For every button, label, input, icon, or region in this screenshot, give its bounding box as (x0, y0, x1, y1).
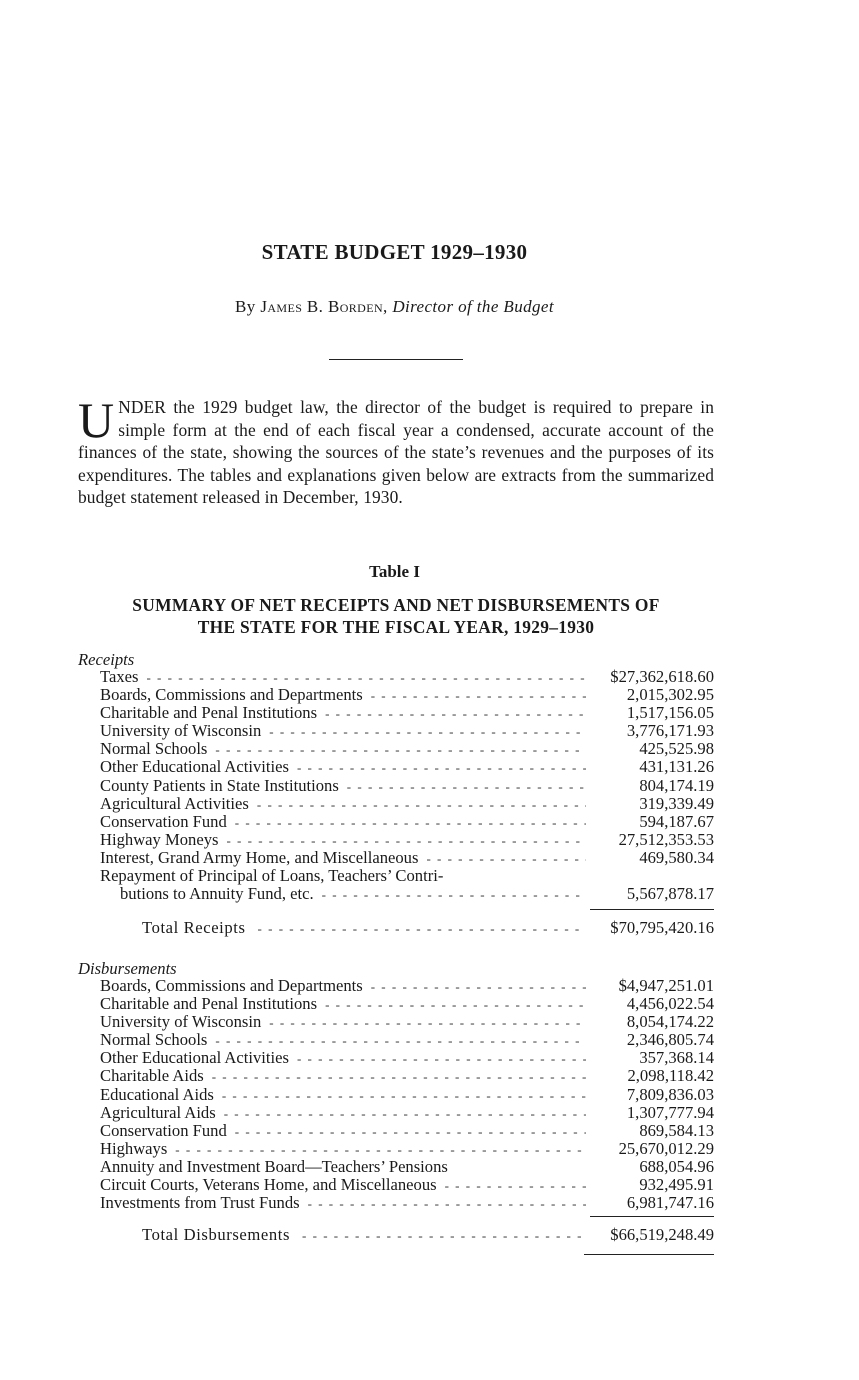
total-underline (584, 1254, 714, 1255)
dot-leader (297, 759, 586, 777)
disbursements-section (78, 960, 714, 1255)
row-amount: 8,054,174.22 (626, 1012, 714, 1032)
row-amount: 804,174.19 (639, 775, 714, 795)
row-amount: 3,776,171.93 (626, 721, 714, 741)
table-caption: Table I (369, 562, 420, 581)
byline (0, 297, 789, 317)
dot-leader (325, 996, 586, 1014)
row-amount: 2,098,118.42 (627, 1066, 714, 1086)
receipts-section (78, 651, 714, 947)
table-heading-line-1: SUMMARY OF NET RECEIPTS AND NET DISBURSEMENTS OF (132, 595, 660, 615)
row-amount: 869,584.13 (639, 1120, 714, 1140)
row-label: Investments from Trust Funds (100, 1193, 300, 1213)
row-amount: 2,015,302.95 (626, 685, 714, 705)
table-row (78, 795, 714, 813)
dot-leader (222, 1087, 586, 1105)
table-row (78, 1122, 714, 1140)
row-amount: 25,670,012.29 (618, 1138, 714, 1158)
total-label: Total Receipts (142, 918, 246, 938)
table-row (78, 1067, 714, 1085)
intro-text: NDER the 1929 budget law, the director of the budget is required to prepare in simple form at the end of each fiscal year a condensed, accurate account of the finances of the state, showing the sources of the state’s revenues and the purposes of its expenditures. The tables and explanations given below are extracts from the summarized budget statement released in December, 1930. (78, 397, 714, 508)
table-row (78, 849, 714, 867)
row-amount: 5,567,878.17 (626, 884, 714, 904)
total-amount: $70,795,420.16 (590, 909, 714, 944)
row-amount: 6,981,747.16 (626, 1193, 714, 1213)
byline-separator: , (383, 297, 393, 316)
row-label: Charitable Aids (100, 1066, 204, 1086)
dot-leader (371, 978, 586, 996)
dot-leader (308, 1195, 586, 1213)
dot-leader (235, 814, 586, 832)
row-amount: 688,054.96 (639, 1156, 714, 1176)
table-row (78, 1158, 714, 1176)
table-row (78, 1086, 714, 1104)
row-label: University of Wisconsin (100, 1012, 262, 1032)
row-label: Agricultural Aids (100, 1102, 216, 1122)
author-role: Director of the Budget (392, 297, 554, 316)
total-disbursements-row (78, 1216, 714, 1254)
row-label: butions to Annuity Fund, etc. (120, 884, 314, 904)
table-row (78, 1104, 714, 1122)
dot-leader (371, 687, 586, 705)
table-row (78, 758, 714, 776)
dot-leader (235, 1123, 586, 1141)
total-label: Total Disbursements (142, 1225, 291, 1245)
row-label: Charitable and Penal Institutions (100, 994, 318, 1014)
row-amount: 469,580.34 (639, 847, 714, 867)
table-row (78, 813, 714, 831)
table-row (78, 668, 714, 686)
row-label: Other Educational Activities (100, 757, 289, 777)
dot-leader (297, 1050, 586, 1068)
row-amount: 4,456,022.54 (626, 994, 714, 1014)
row-label: Taxes (100, 667, 139, 686)
dot-leader (257, 796, 586, 814)
row-label: Annuity and Investment Board—Teachers’ Pensions (100, 1156, 448, 1176)
intro-paragraph (78, 392, 714, 509)
row-amount: 932,495.91 (639, 1175, 714, 1195)
dot-leader (258, 910, 586, 948)
row-label: Agricultural Activities (100, 793, 249, 813)
table-row (78, 704, 714, 722)
row-amount: 431,131.26 (639, 757, 714, 777)
row-amount: $4,947,251.01 (618, 976, 714, 995)
row-label: Normal Schools (100, 739, 208, 759)
table-row (78, 995, 714, 1013)
table-heading-line-2: THE STATE FOR THE FISCAL YEAR, 1929–1930 (197, 617, 595, 637)
row-amount: 2,346,805.74 (626, 1030, 714, 1050)
row-label: Other Educational Activities (100, 1048, 289, 1068)
row-label: Boards, Commissions and Departments (100, 976, 363, 995)
table-row (78, 686, 714, 704)
row-amount: $27,362,618.60 (610, 667, 714, 686)
row-label: Boards, Commissions and Departments (100, 685, 363, 705)
dot-leader (269, 723, 586, 741)
row-label: University of Wisconsin (100, 721, 262, 741)
dot-leader (302, 1217, 586, 1255)
row-label: Highway Moneys (100, 829, 219, 849)
dot-leader (212, 1068, 586, 1086)
table-row (78, 867, 714, 885)
dot-leader (224, 1105, 586, 1123)
row-label: Conservation Fund (100, 811, 227, 831)
dot-leader (269, 1014, 586, 1032)
title-divider (329, 359, 463, 360)
row-amount: 357,368.14 (639, 1048, 714, 1068)
row-amount: 594,187.67 (639, 811, 714, 831)
drop-cap: U (78, 392, 115, 448)
table-row (78, 1176, 714, 1194)
dot-leader (426, 850, 586, 868)
article-title: STATE BUDGET 1929–1930 (261, 240, 528, 264)
row-label: Interest, Grand Army Home, and Miscellaneous (100, 847, 419, 867)
row-label: Normal Schools (100, 1030, 208, 1050)
row-label: County Patients in State Institutions (100, 775, 339, 795)
table-row (78, 722, 714, 740)
total-receipts-row (78, 909, 714, 947)
row-label: Repayment of Principal of Loans, Teachers’ Contri- (100, 866, 444, 886)
table-row (78, 1049, 714, 1067)
table-row (78, 740, 714, 758)
row-label: Conservation Fund (100, 1120, 227, 1140)
dot-leader (347, 778, 586, 796)
table-row (78, 777, 714, 795)
row-label: Educational Aids (100, 1084, 214, 1104)
table-row (78, 1031, 714, 1049)
row-amount: 319,339.49 (639, 793, 714, 813)
receipts-label: Receipts (78, 650, 135, 669)
row-amount: 1,517,156.05 (626, 703, 714, 723)
row-label: Charitable and Penal Institutions (100, 703, 318, 723)
dot-leader (445, 1177, 586, 1195)
dot-leader (325, 705, 586, 723)
row-amount: 1,307,777.94 (626, 1102, 714, 1122)
row-label: Circuit Courts, Veterans Home, and Miscellaneous (100, 1175, 437, 1195)
row-amount: 7,809,836.03 (626, 1084, 714, 1104)
row-amount: 27,512,353.53 (618, 829, 714, 849)
table-row (78, 885, 714, 903)
table-row (78, 1013, 714, 1031)
author-name: James B. Borden (260, 297, 384, 316)
byline-prefix: By (235, 297, 261, 316)
disbursements-label: Disbursements (78, 959, 177, 978)
table-row (78, 1194, 714, 1212)
row-amount: 425,525.98 (639, 739, 714, 759)
total-amount: $66,519,248.49 (590, 1216, 714, 1251)
table-heading (78, 594, 714, 638)
table-row (78, 1140, 714, 1158)
table-row (78, 831, 714, 849)
dot-leader (322, 886, 586, 904)
row-label: Highways (100, 1138, 168, 1158)
table-row (78, 977, 714, 995)
